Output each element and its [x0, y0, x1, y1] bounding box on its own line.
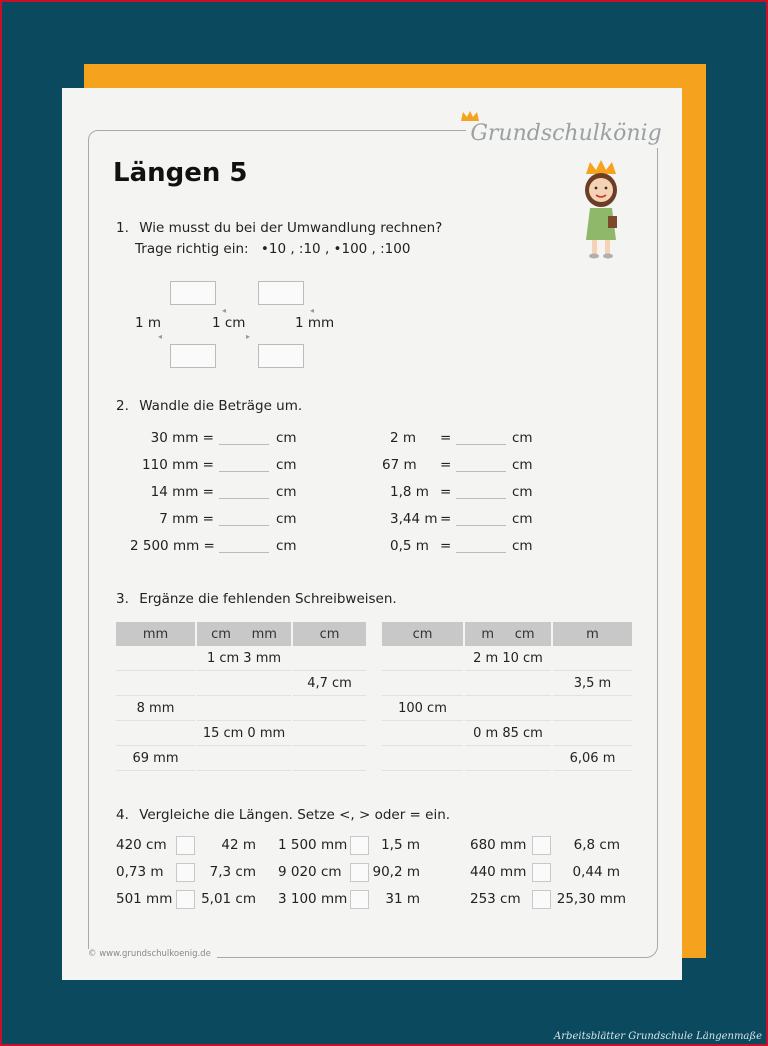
compare-right-value: 31 m	[385, 891, 420, 907]
table-row	[116, 646, 366, 671]
table-header: cm	[292, 622, 366, 646]
answer-blank[interactable]	[219, 552, 269, 553]
task1-number: 1.	[116, 220, 129, 236]
table-row	[382, 671, 632, 696]
table-cell[interactable]	[552, 646, 632, 671]
table-header: cm	[382, 622, 464, 646]
table-cell[interactable]: 1 cm 3 mm	[196, 646, 292, 671]
task2-right-value: 2 m	[390, 430, 417, 446]
table-cell[interactable]	[464, 696, 552, 721]
task2-right-value: 67 m	[382, 457, 417, 473]
arrow-left-icon: ▸	[246, 332, 251, 341]
compare-left-value: 9 020 cm	[278, 864, 342, 880]
task2-left-unit: cm	[276, 538, 297, 554]
task3-number: 3.	[116, 591, 129, 607]
table-cell[interactable]: 0 m 85 cm	[464, 721, 552, 746]
table-cell[interactable]	[292, 696, 366, 721]
table-header: m	[552, 622, 632, 646]
table-row	[116, 721, 366, 746]
answer-blank[interactable]	[219, 525, 269, 526]
task2-left-unit: cm	[276, 511, 297, 527]
task2-left-unit: cm	[276, 430, 297, 446]
task2-right-value: 1,8 m	[390, 484, 429, 500]
table-header-row	[116, 622, 366, 646]
compare-left-value: 501 mm	[116, 891, 173, 907]
table-cell[interactable]: 2 m 10 cm	[464, 646, 552, 671]
task2-left-value: 14 mm =	[150, 484, 214, 500]
compare-answer-box[interactable]	[176, 890, 195, 909]
task2-right-unit: cm	[512, 430, 533, 446]
task2-left-value: 7 mm =	[159, 511, 214, 527]
task2-right-unit: cm	[512, 484, 533, 500]
task1-question: Wie musst du bei der Umwandlung rechnen?	[139, 220, 443, 236]
answer-blank[interactable]	[219, 471, 269, 472]
task2-left-unit: cm	[276, 457, 297, 473]
unit-centimeter: 1 cm	[212, 315, 246, 331]
worksheet-title: Längen 5	[113, 158, 248, 188]
unit-millimeter: 1 mm	[295, 315, 335, 331]
task1-instruction: Trage richtig ein:	[135, 241, 249, 257]
compare-answer-box[interactable]	[176, 863, 195, 882]
table-row	[116, 696, 366, 721]
table-cell[interactable]	[196, 671, 292, 696]
answer-blank[interactable]	[456, 444, 506, 445]
conversion-box-top-2[interactable]	[258, 281, 304, 305]
task2-left-value: 2 500 mm =	[130, 538, 215, 554]
task2-right-equals: =	[440, 538, 452, 554]
table-header: m cm	[464, 622, 552, 646]
compare-right-value: 90,2 m	[372, 864, 420, 880]
table-cell[interactable]	[116, 646, 196, 671]
compare-right-value: 7,3 cm	[209, 864, 256, 880]
task2-number: 2.	[116, 398, 129, 414]
task2-right-unit: cm	[512, 511, 533, 527]
table-cell[interactable]	[116, 671, 196, 696]
logo-text: Grundschulkönig	[470, 120, 662, 146]
compare-left-value: 440 mm	[470, 864, 527, 880]
table-cell[interactable]	[464, 671, 552, 696]
compare-right-value: 6,8 cm	[573, 837, 620, 853]
compare-right-value: 5,01 cm	[201, 891, 256, 907]
answer-blank[interactable]	[219, 444, 269, 445]
task3-question: Ergänze die fehlenden Schreibweisen.	[139, 591, 397, 607]
task4-number: 4.	[116, 807, 129, 823]
compare-answer-box[interactable]	[350, 863, 369, 882]
compare-left-value: 420 cm	[116, 837, 167, 853]
table-cell[interactable]	[464, 746, 552, 771]
arrow-right-icon: ◂	[222, 306, 227, 315]
unit-meter: 1 m	[135, 315, 162, 331]
task2-question: Wandle die Beträge um.	[139, 398, 303, 414]
table-cell[interactable]: 100 cm	[382, 696, 464, 721]
table-cell[interactable]	[116, 721, 196, 746]
compare-left-value: 3 100 mm	[278, 891, 348, 907]
table-cell[interactable]	[196, 696, 292, 721]
crown-icon	[460, 110, 480, 122]
table-cell[interactable]	[292, 746, 366, 771]
table-row	[382, 646, 632, 671]
table-cell[interactable]: 8 mm	[116, 696, 196, 721]
table-cell[interactable]: 6,06 m	[552, 746, 632, 771]
conversion-box-bottom-1[interactable]	[170, 344, 216, 368]
table-row	[116, 671, 366, 696]
table-cell[interactable]: 3,5 m	[552, 671, 632, 696]
table-cell[interactable]	[292, 721, 366, 746]
table-cell[interactable]	[382, 646, 464, 671]
task1-options: •10 , :10 , •100 , :100	[260, 241, 411, 257]
task4-question: Vergleiche die Längen. Setze <, > oder = ein.	[139, 807, 451, 823]
answer-blank[interactable]	[219, 498, 269, 499]
arrow-left-icon: ◂	[158, 332, 163, 341]
task2-left-value: 30 mm =	[150, 430, 214, 446]
table-cell[interactable]: 4,7 cm	[292, 671, 366, 696]
compare-answer-box[interactable]	[532, 890, 551, 909]
answer-blank[interactable]	[456, 471, 506, 472]
table-cell[interactable]	[552, 721, 632, 746]
table-row	[382, 696, 632, 721]
compare-answer-box[interactable]	[532, 863, 551, 882]
table-header: cm mm	[196, 622, 292, 646]
table-cell[interactable]	[292, 646, 366, 671]
king-mascot-icon	[578, 160, 624, 260]
task2-left-value: 110 mm =	[142, 457, 214, 473]
footer-copyright: © www.grundschulkoenig.de	[88, 949, 217, 959]
compare-answer-box[interactable]	[350, 890, 369, 909]
task2-heading	[116, 398, 302, 414]
task2-right-value: 0,5 m	[390, 538, 429, 554]
table-row	[116, 746, 366, 771]
task4-heading	[116, 807, 450, 823]
compare-left-value: 680 mm	[470, 837, 527, 853]
arrow-right-icon: ◂	[310, 306, 315, 315]
task2-left-unit: cm	[276, 484, 297, 500]
table-row	[382, 721, 632, 746]
notation-table-right	[382, 622, 632, 771]
compare-left-value: 253 cm	[470, 891, 521, 907]
table-cell[interactable]	[382, 721, 464, 746]
table-cell[interactable]	[382, 746, 464, 771]
task2-right-equals: =	[440, 511, 452, 527]
compare-left-value: 0,73 m	[116, 864, 164, 880]
image-caption: Arbeitsblätter Grundschule Längenmaße	[554, 1031, 762, 1042]
table-cell[interactable]: 15 cm 0 mm	[196, 721, 292, 746]
table-cell[interactable]	[196, 746, 292, 771]
table-cell[interactable]: 69 mm	[116, 746, 196, 771]
table-header-row	[382, 622, 632, 646]
conversion-box-top-1[interactable]	[170, 281, 216, 305]
compare-answer-box[interactable]	[350, 836, 369, 855]
compare-right-value: 0,44 m	[572, 864, 620, 880]
conversion-box-bottom-2[interactable]	[258, 344, 304, 368]
task3-heading	[116, 591, 397, 607]
task1-instruction-line	[135, 241, 410, 257]
task2-right-equals: =	[440, 484, 452, 500]
answer-blank[interactable]	[456, 552, 506, 553]
brand-logo	[466, 118, 666, 148]
table-cell[interactable]	[382, 671, 464, 696]
answer-blank[interactable]	[456, 498, 506, 499]
task2-right-equals: =	[440, 430, 452, 446]
compare-answer-box[interactable]	[532, 836, 551, 855]
compare-left-value: 1 500 mm	[278, 837, 348, 853]
notation-table-left	[116, 622, 366, 771]
task2-right-unit: cm	[512, 457, 533, 473]
compare-right-value: 25,30 mm	[556, 891, 626, 907]
task2-right-value: 3,44 m	[390, 511, 438, 527]
table-header: mm	[116, 622, 196, 646]
answer-blank[interactable]	[456, 525, 506, 526]
compare-answer-box[interactable]	[176, 836, 195, 855]
table-cell[interactable]	[552, 696, 632, 721]
task2-right-equals: =	[440, 457, 452, 473]
task1-heading	[116, 220, 442, 236]
table-row	[382, 746, 632, 771]
task2-right-unit: cm	[512, 538, 533, 554]
compare-right-value: 1,5 m	[381, 837, 420, 853]
compare-right-value: 42 m	[221, 837, 256, 853]
